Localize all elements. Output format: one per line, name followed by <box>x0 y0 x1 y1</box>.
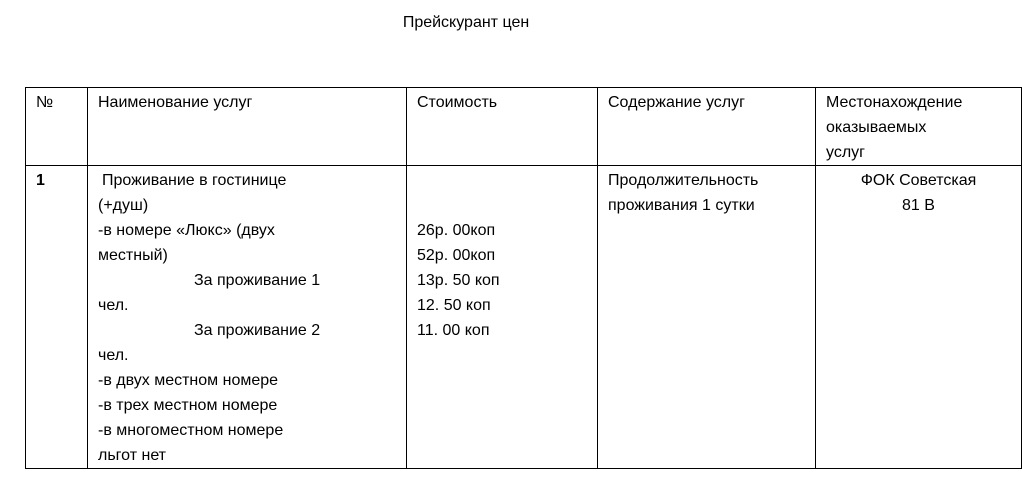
cost-spacer <box>417 168 587 193</box>
header-cost-label: Стоимость <box>417 94 498 111</box>
row-number-cell <box>26 166 88 469</box>
service-name-line: чел. <box>98 297 129 314</box>
service-name-line: За проживание 1 <box>194 272 321 289</box>
header-service-content-label: Содержание услуг <box>608 94 745 111</box>
service-name-line: льгот нет <box>98 447 167 464</box>
cost-spacer <box>417 193 587 218</box>
service-name-line: (+душ) <box>98 197 149 214</box>
header-location-line-2: оказываемых <box>826 119 927 136</box>
document-title: Прейскурант цен <box>402 14 530 31</box>
service-content-line: проживания 1 сутки <box>608 197 755 214</box>
service-content-line: Продолжительность <box>608 172 759 189</box>
header-number <box>26 88 88 166</box>
service-name-line: За проживание 2 <box>194 322 321 339</box>
service-name-line: чел. <box>98 347 129 364</box>
header-service-name <box>88 88 407 166</box>
service-name-line: местный) <box>98 247 168 264</box>
service-name-line: Проживание в гостинице <box>102 172 287 189</box>
price-table <box>25 87 1022 469</box>
cost-line: 11. 00 коп <box>417 322 490 339</box>
location-line: 81 В <box>902 197 935 214</box>
cost-line: 52р. 00коп <box>417 247 496 264</box>
location-cell <box>816 166 1022 469</box>
service-content-cell <box>598 166 816 469</box>
service-name-line: -в многоместном номере <box>98 422 284 439</box>
cost-line: 13р. 50 коп <box>417 272 500 289</box>
header-number-label: № <box>36 94 54 111</box>
header-location <box>816 88 1022 166</box>
service-name-cell <box>88 166 407 469</box>
header-cost <box>407 88 598 166</box>
service-name-line: -в номере «Люкс» (двух <box>98 222 275 239</box>
cost-cell <box>407 166 598 469</box>
cost-line: 12. 50 коп <box>417 297 491 314</box>
cost-line: 26р. 00коп <box>417 222 496 239</box>
service-name-line: -в трех местном номере <box>98 397 278 414</box>
header-service-content <box>598 88 816 166</box>
header-location-line-1: Местонахождение <box>826 94 963 111</box>
location-line: ФОК Советская <box>860 172 977 189</box>
table-header-row <box>26 88 1022 166</box>
header-service-name-label: Наименование услуг <box>98 94 253 111</box>
service-name-line: -в двух местном номере <box>98 372 279 389</box>
table-row <box>26 166 1022 469</box>
header-location-line-3: услуг <box>826 144 865 161</box>
row-number: 1 <box>36 172 45 189</box>
